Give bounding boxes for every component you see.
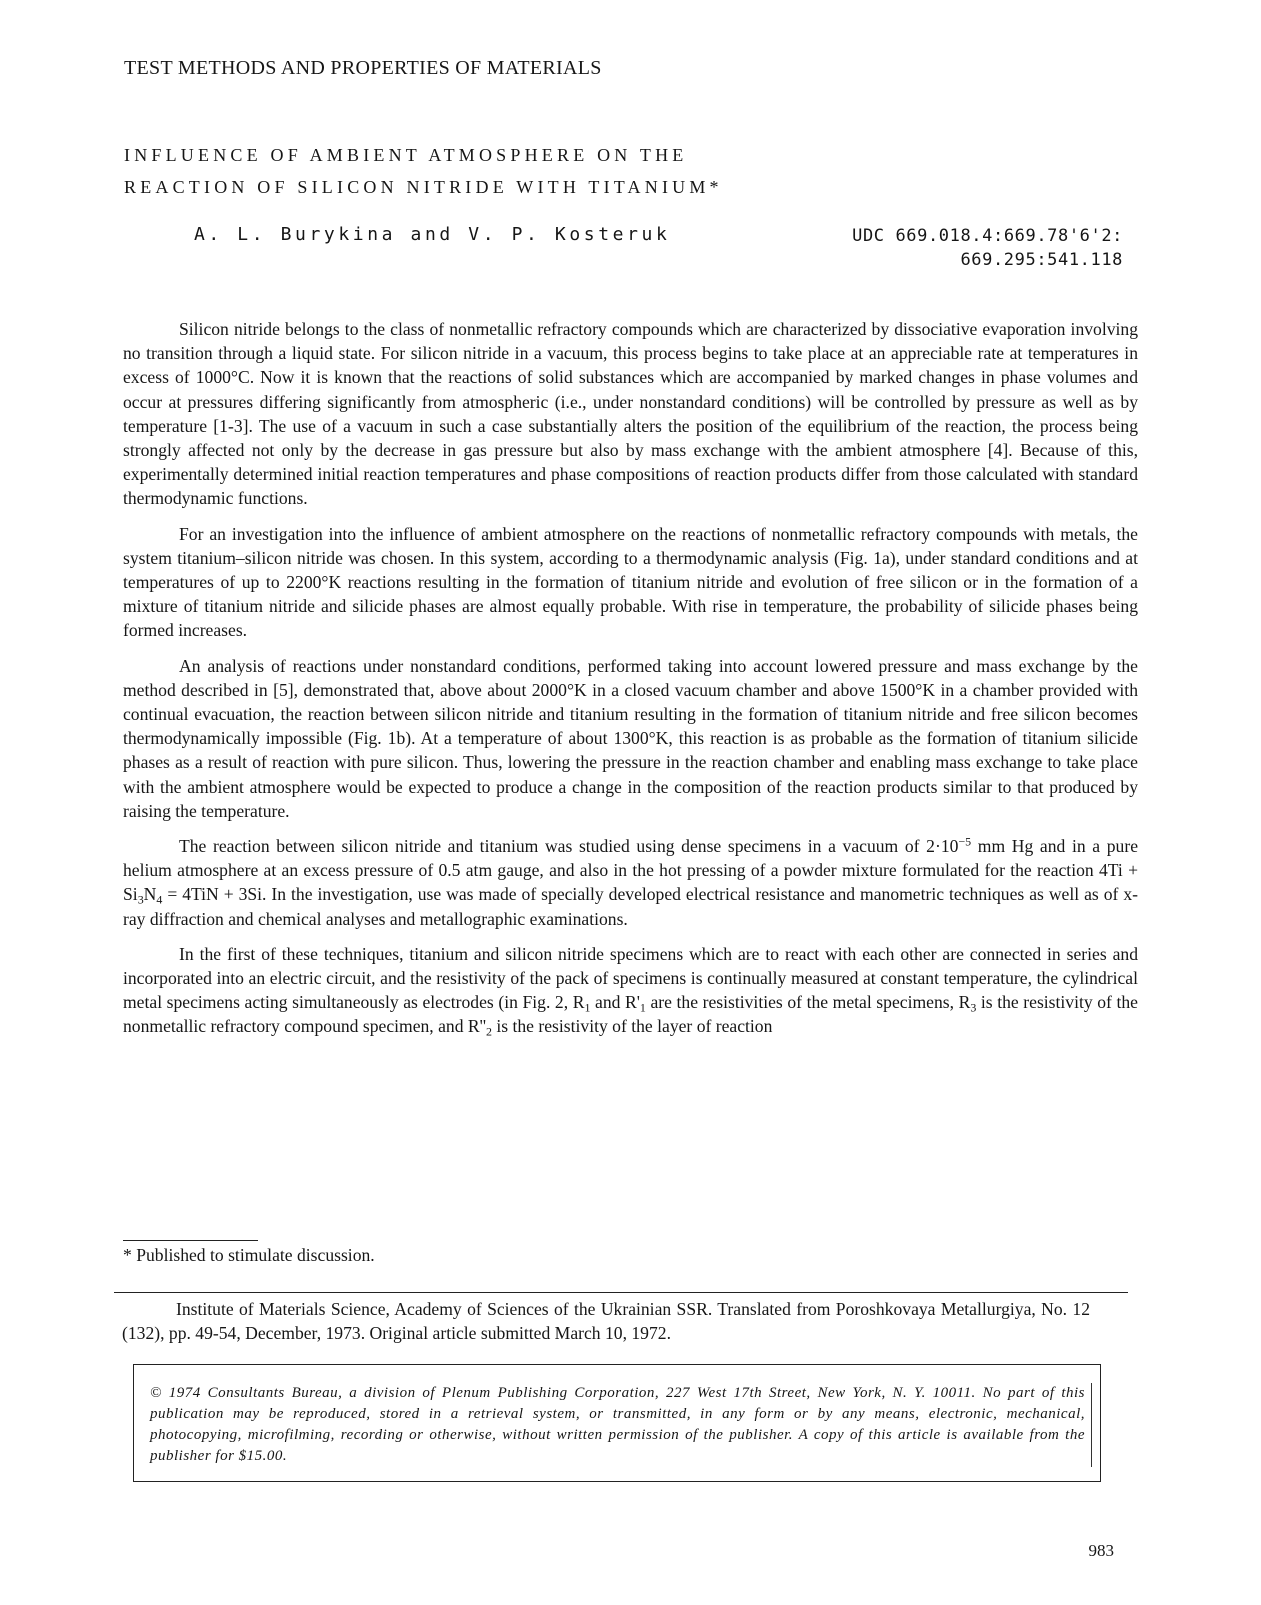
paragraph-4-part-c: N (143, 884, 157, 905)
paragraph-1: Silicon nitride belongs to the class of nonmetallic refractory compounds which are characterized by dissociative evaporation involving no transition through a liquid state. For silicon nitride in a vacuum, this process begins to take place at an appreciable rate at temperatures in excess of 1000°C. Now it is known that the reactions of solid substances which are accompanied by marked changes in phase volumes and occur at pressures differing significantly from atmospheric (i.e., under nonstandard conditions) will be controlled by pressure as well as by temperature [1-3]. The use of a vacuum in such a case substantially alters the position of the equilibrium of the reaction, the process being strongly affected not only by the decrease in gas pressure but also by mass exchange with the ambient atmosphere [4]. Because of this, experimentally determined initial reaction temperatures and phase compositions of reaction products differ from those calculated with standard thermodynamic functions. (123, 319, 1138, 509)
footnote: * Published to stimulate discussion. (123, 1245, 375, 1265)
subscript: 2 (485, 1025, 492, 1040)
paragraph-5-part-b: and R' (590, 992, 640, 1013)
paragraph-3: An analysis of reactions under nonstandard conditions, performed taking into account lowered pressure and mass exchange by the method described in [5], demonstrated that, above about 2000°K in a closed vacuum chamber and above 1500°K in a chamber provided with continual evacuation, the reaction between silicon nitride and titanium resulting in the formation of titanium nitride and free silicon becomes thermodynamically impossible (Fig. 1b). At a temperature of about 1300°K, this reaction is as probable as the formation of titanium silicide phases as a result of reaction with pure silicon. Thus, lowering the pressure in the reaction chamber and enabling mass exchange to take place with the ambient atmosphere would be expected to produce a change in the composition of the reaction products similar to that produced by raising the temperature. (123, 655, 1138, 821)
institute-note: Institute of Materials Science, Academy of Sciences of the Ukrainian SSR. Translated from Poroshkovaya Metallurgiya, No. 12 (132), pp. 49-54, December, 1973. Original article submitted March 10, 1972. (122, 1299, 1090, 1343)
subscript: 1 (639, 1000, 646, 1015)
paragraph-4-part-d: = 4TiN + 3Si. In the investigation, use was made of specially developed electrical resistance and manometric techniques as well as of x-ray diffraction and chemical analyses and metallographic examinations. (123, 884, 1138, 929)
paragraph-2: For an investigation into the influence of ambient atmosphere on the reactions of nonmetallic refractory compounds with metals, the system titanium–silicon nitride was chosen. In this system, according to a thermodynamic analysis (Fig. 1a), under standard conditions and at temperatures of up to 2200°K reactions resulting in the formation of titanium nitride and evolution of free silicon or in the formation of a mixture of titanium nitride and silicide phases are almost equally probable. With rise in temperature, the probability of silicide phases being formed increases. (123, 523, 1138, 641)
paragraph-5 (123, 942, 1138, 1039)
exponent: −5 (958, 834, 972, 849)
title-line-2: REACTION OF SILICON NITRIDE WITH TITANIUM* (124, 177, 723, 197)
subscript: 1 (584, 1000, 591, 1015)
udc-line-1: UDC 669.018.4:669.78'6'2: (852, 226, 1123, 246)
subscript: 4 (156, 893, 163, 908)
page-number: 983 (1088, 1541, 1114, 1560)
authors: A. L. Burykina and V. P. Kosteruk (194, 224, 671, 245)
institute-divider (114, 1292, 1128, 1293)
udc-classification (852, 224, 1123, 272)
article-title (124, 139, 723, 203)
paragraph-5-part-a: In the first of these techniques, titanium and silicon nitride specimens which are to react with each other are connected in series and incorporated into an electric circuit, and the resistivity of the pack of specimens is continually measured at constant temperature, the cylindrical metal specimens acting simultaneously as electrodes (in Fig. 2, R (123, 943, 1138, 1013)
paragraph-4-part-a: The reaction between silicon nitride and titanium was studied using dense specimens in a vacuum of 2·10 (179, 836, 959, 857)
paragraph-5-part-e: is the resistivity of the layer of reaction (491, 1016, 773, 1037)
section-header: TEST METHODS AND PROPERTIES OF MATERIALS (124, 57, 602, 79)
paragraph-4 (123, 834, 1138, 931)
paragraph-5-part-c: are the resistivities of the metal specimens, R (645, 992, 971, 1013)
title-line-1: INFLUENCE OF AMBIENT ATMOSPHERE ON THE (124, 145, 688, 165)
subscript: 3 (970, 1000, 977, 1015)
subscript: 3 (137, 893, 144, 908)
copyright-notice: © 1974 Consultants Bureau, a division of Plenum Publishing Corporation, 227 West 17th Street, New York, N. Y. 10011. No part of this publication may be reproduced, stored in a retrieval system, or transmitted, in any form or by any means, electronic, mechanical, photocopying, microfilming, recording or otherwise, without written permission of the publisher. A copy of this article is available from the publisher for $15.00. (150, 1383, 1092, 1467)
footnote-divider (123, 1240, 258, 1241)
udc-line-2: 669.295:541.118 (960, 250, 1123, 270)
paragraph-5-part-d: is the resistivity of the nonmetallic refractory compound specimen, and R'' (123, 992, 1138, 1037)
article-body (123, 317, 1138, 1050)
paragraph-4-part-b: mm Hg and in a pure helium atmosphere at an excess pressure of 0.5 atm gauge, and also in the hot pressing of a powder mixture formulated for the reaction 4Ti + Si (123, 836, 1139, 905)
